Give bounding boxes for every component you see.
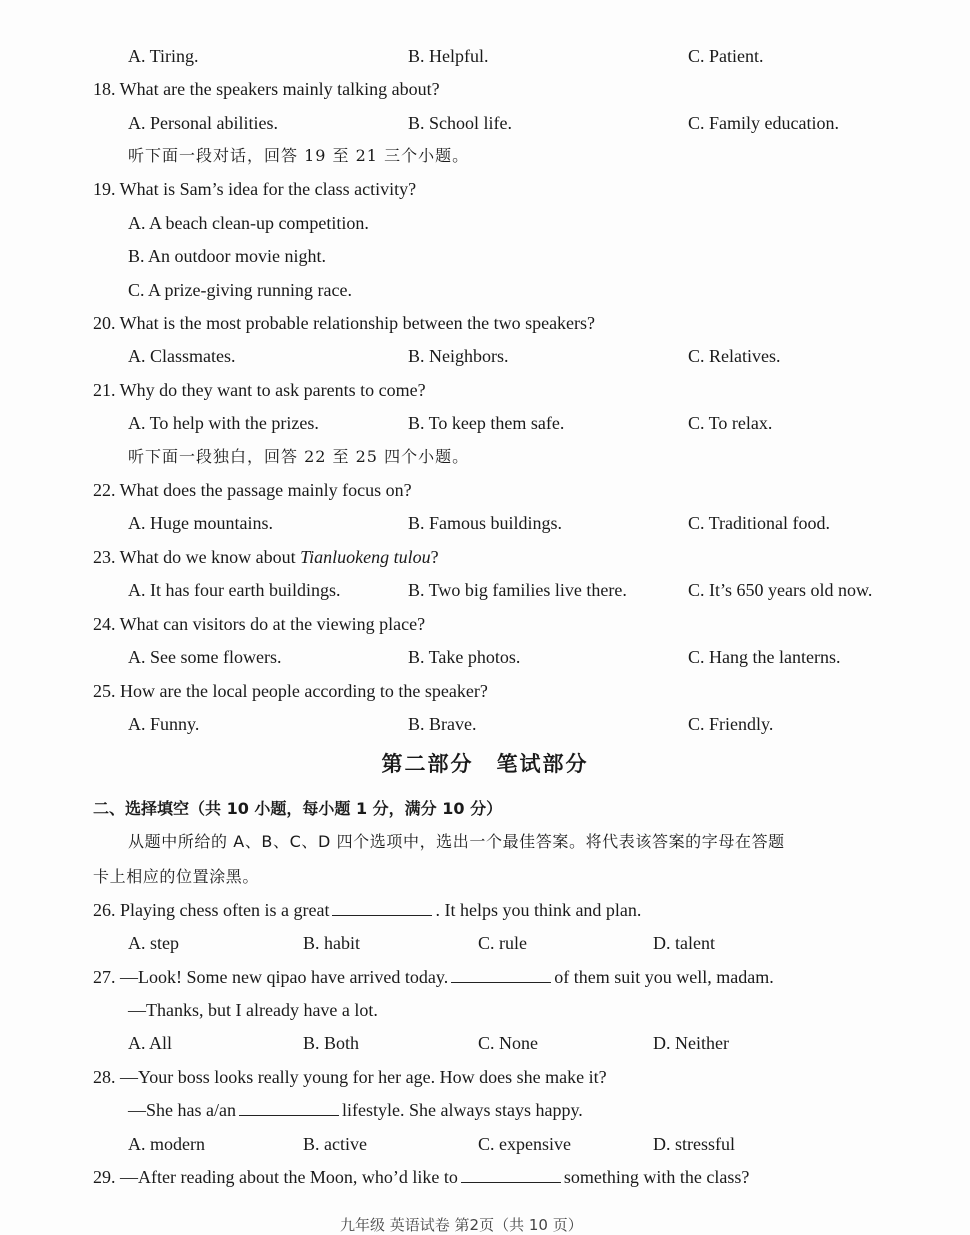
q22-stem: 22. What does the passage mainly focus on? xyxy=(93,480,412,500)
q27-reply: —Thanks, but I already have a lot. xyxy=(128,1000,378,1020)
q29-stem xyxy=(93,1162,749,1192)
q17-option-a[interactable]: A. Tiring. xyxy=(128,46,199,66)
q27-blank xyxy=(451,962,551,983)
q26-option-b[interactable]: B. habit xyxy=(303,933,360,953)
q23-stem xyxy=(93,542,439,572)
q29-stem-pre: 29. —After reading about the Moon, who’d like to xyxy=(93,1167,458,1187)
q22-option-c[interactable]: C. Traditional food. xyxy=(688,513,831,533)
q27-stem-post: of them suit you well, madam. xyxy=(554,967,774,987)
listening-direction-2: 听下面一段独白，回答 22 至 25 四个小题。 xyxy=(128,447,470,466)
q28-option-a[interactable]: A. modern xyxy=(128,1134,205,1154)
q20-option-c[interactable]: C. Relatives. xyxy=(688,346,781,366)
q20-stem: 20. What is the most probable relationship between the two speakers? xyxy=(93,313,596,333)
q23-stem-place: Tianluokeng tulou xyxy=(300,547,431,567)
q27-stem-pre: 27. —Look! Some new qipao have arrived today. xyxy=(93,967,449,987)
q25-option-b[interactable]: B. Brave. xyxy=(408,714,477,734)
q26-option-a[interactable]: A. step xyxy=(128,933,179,953)
q27-option-d[interactable]: D. Neither xyxy=(653,1033,729,1053)
q24-option-a[interactable]: A. See some flowers. xyxy=(128,647,282,667)
q29-stem-post: something with the class? xyxy=(563,1167,750,1187)
q26-option-d[interactable]: D. talent xyxy=(653,933,715,953)
q28-option-d[interactable]: D. stressful xyxy=(653,1134,735,1154)
q18-option-a[interactable]: A. Personal abilities. xyxy=(128,113,278,133)
q23-stem-pre: 23. What do we know about xyxy=(93,547,301,567)
q26-option-c[interactable]: C. rule xyxy=(478,933,527,953)
q27-option-b[interactable]: B. Both xyxy=(303,1033,360,1053)
q26-stem xyxy=(93,895,641,925)
q21-option-c[interactable]: C. To relax. xyxy=(688,413,773,433)
q17-option-c[interactable]: C. Patient. xyxy=(688,46,764,66)
listening-direction-1: 听下面一段对话，回答 19 至 21 三个小题。 xyxy=(128,146,470,165)
q29-blank xyxy=(461,1162,561,1183)
q26-stem-pre: 26. Playing chess often is a great xyxy=(93,900,330,920)
q23-option-b[interactable]: B. Two big families live there. xyxy=(408,580,627,600)
q27-option-a[interactable]: A. All xyxy=(128,1033,173,1053)
q28-reply xyxy=(128,1095,583,1125)
q22-option-a[interactable]: A. Huge mountains. xyxy=(128,513,273,533)
q18-option-b[interactable]: B. School life. xyxy=(408,113,512,133)
q28-blank xyxy=(239,1095,339,1116)
q27-option-c[interactable]: C. None xyxy=(478,1033,538,1053)
q26-blank xyxy=(332,895,432,916)
q18-option-c[interactable]: C. Family education. xyxy=(688,113,839,133)
q25-stem: 25. How are the local people according to the speaker? xyxy=(93,681,488,701)
q25-option-c[interactable]: C. Friendly. xyxy=(688,714,774,734)
q23-option-c[interactable]: C. It’s 650 years old now. xyxy=(688,580,873,600)
q21-option-b[interactable]: B. To keep them safe. xyxy=(408,413,565,433)
q24-option-c[interactable]: C. Hang the lanterns. xyxy=(688,647,841,667)
q24-option-b[interactable]: B. Take photos. xyxy=(408,647,521,667)
q21-option-a[interactable]: A. To help with the prizes. xyxy=(128,413,319,433)
q20-option-a[interactable]: A. Classmates. xyxy=(128,346,236,366)
q23-stem-post: ? xyxy=(430,547,439,567)
q28-stem: 28. —Your boss looks really young for her age. How does she make it? xyxy=(93,1067,607,1087)
q19-option-a[interactable]: A. A beach clean-up competition. xyxy=(128,213,369,233)
q20-option-b[interactable]: B. Neighbors. xyxy=(408,346,509,366)
section2-instruction-line2: 卡上相应的位置涂黑。 xyxy=(93,867,260,886)
q27-stem xyxy=(93,962,774,992)
q22-option-b[interactable]: B. Famous buildings. xyxy=(408,513,563,533)
q28-option-b[interactable]: B. active xyxy=(303,1134,367,1154)
q19-option-c[interactable]: C. A prize-giving running race. xyxy=(128,280,352,300)
q26-stem-post: . It helps you think and plan. xyxy=(435,900,642,920)
section2-heading: 二、选择填空（共 10 小题，每小题 1 分，满分 10 分） xyxy=(93,799,503,818)
q18-stem: 18. What are the speakers mainly talking about? xyxy=(93,79,440,99)
q23-option-a[interactable]: A. It has four earth buildings. xyxy=(128,580,341,600)
q19-option-b[interactable]: B. An outdoor movie night. xyxy=(128,246,326,266)
q24-stem: 24. What can visitors do at the viewing place? xyxy=(93,614,426,634)
q25-option-a[interactable]: A. Funny. xyxy=(128,714,200,734)
q28-reply-post: lifestyle. She always stays happy. xyxy=(341,1100,583,1120)
q17-option-b[interactable]: B. Helpful. xyxy=(408,46,489,66)
page-footer: 九年级 英语试卷 第2页（共 10 页） xyxy=(340,1216,583,1234)
part2-title: 第二部分 笔试部分 xyxy=(381,752,589,776)
q19-stem: 19. What is Sam’s idea for the class activity? xyxy=(93,179,417,199)
section2-instruction-line1: 从题中所给的 A、B、C、D 四个选项中，选出一个最佳答案。将代表该答案的字母在答题 xyxy=(128,832,785,851)
q28-reply-pre: —She has a/an xyxy=(128,1100,236,1120)
q28-option-c[interactable]: C. expensive xyxy=(478,1134,571,1154)
q21-stem: 21. Why do they want to ask parents to come? xyxy=(93,380,426,400)
